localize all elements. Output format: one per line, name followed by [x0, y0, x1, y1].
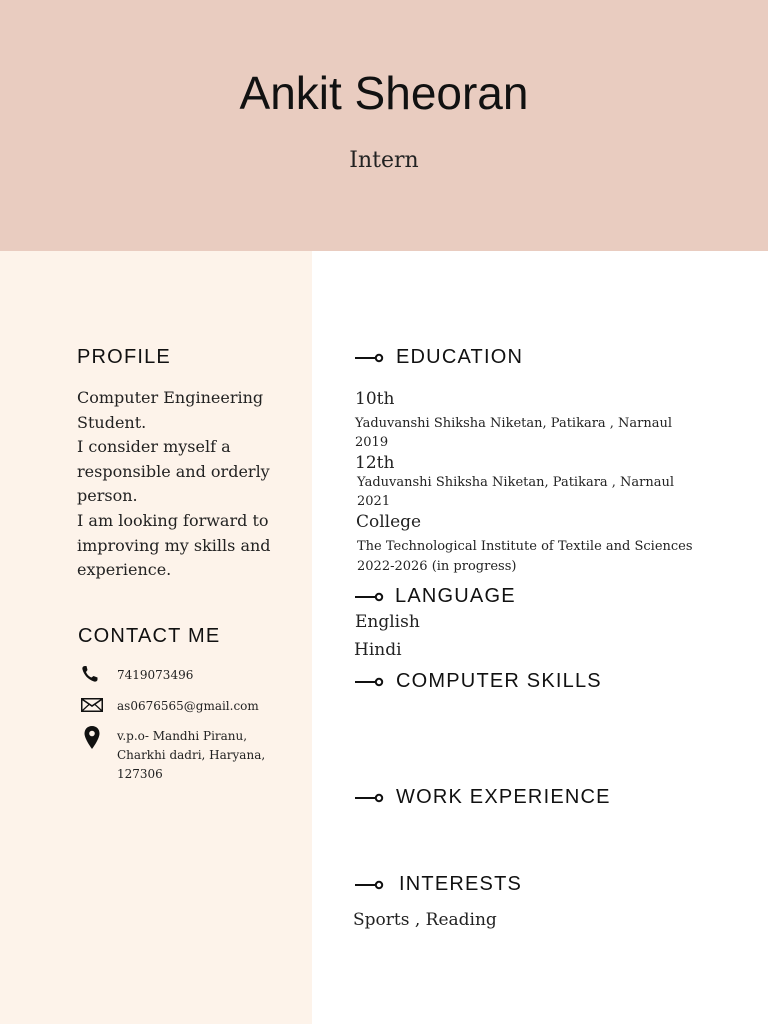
language-title: LANGUAGE [395, 585, 516, 607]
education-year: 2021 [357, 494, 391, 509]
mail-icon [79, 695, 105, 715]
location-pin-icon [79, 725, 105, 751]
section-marker-icon [354, 352, 384, 364]
contact-phone: 7419073496 [117, 668, 194, 682]
profile-line: I consider myself a [77, 437, 231, 457]
profile-line: person. [77, 486, 138, 506]
candidate-name: Ankit Sheoran [239, 67, 529, 119]
education-title: EDUCATION [396, 346, 524, 368]
language-item: Hindi [354, 640, 402, 660]
contact-address [117, 727, 277, 784]
section-marker-icon [354, 676, 384, 688]
profile-line: experience. [77, 560, 172, 580]
profile-title: PROFILE [77, 346, 171, 368]
profile-line: Computer Engineering [77, 388, 264, 407]
interests-section-header [354, 873, 654, 897]
education-school: The Technological Institute of Textile and Sciences [357, 539, 693, 554]
education-section-header [354, 346, 654, 370]
education-school: Yaduvanshi Shiksha Niketan, Patikara , Narnaul [357, 475, 675, 490]
education-level: 10th [355, 389, 395, 409]
header-band [0, 0, 768, 251]
language-item: English [355, 612, 420, 632]
candidate-role: Intern [349, 148, 419, 173]
education-level: College [356, 512, 422, 532]
education-level: 12th [355, 453, 395, 473]
work-experience-section-header [354, 786, 674, 810]
education-year: 2019 [355, 435, 389, 450]
profile-line: improving my skills and [77, 535, 271, 555]
address-line: 127306 [117, 767, 163, 781]
contact-title: CONTACT ME [78, 625, 221, 647]
profile-line: Student. [77, 412, 147, 432]
address-line: v.p.o- Mandhi Piranu, [117, 729, 248, 743]
interests-title: INTERESTS [399, 873, 523, 895]
computer-skills-section-header [354, 670, 674, 694]
profile-text [77, 386, 287, 583]
contact-email: as0676565@gmail.com [117, 699, 259, 713]
address-line: Charkhi dadri, Haryana, [117, 748, 266, 762]
interests-text: Sports , Reading [353, 910, 497, 930]
profile-line: I am looking forward to [77, 510, 269, 530]
section-marker-icon [354, 591, 384, 603]
computer-skills-title: COMPUTER SKILLS [396, 670, 602, 692]
phone-icon [79, 664, 105, 684]
section-marker-icon [354, 879, 384, 891]
section-marker-icon [354, 792, 384, 804]
education-year: 2022-2026 (in progress) [357, 559, 517, 574]
profile-line: responsible and orderly [77, 461, 270, 481]
education-school: Yaduvanshi Shiksha Niketan, Patikara , Narnaul [355, 416, 673, 431]
work-experience-title: WORK EXPERIENCE [396, 786, 611, 808]
language-section-header [354, 585, 654, 609]
